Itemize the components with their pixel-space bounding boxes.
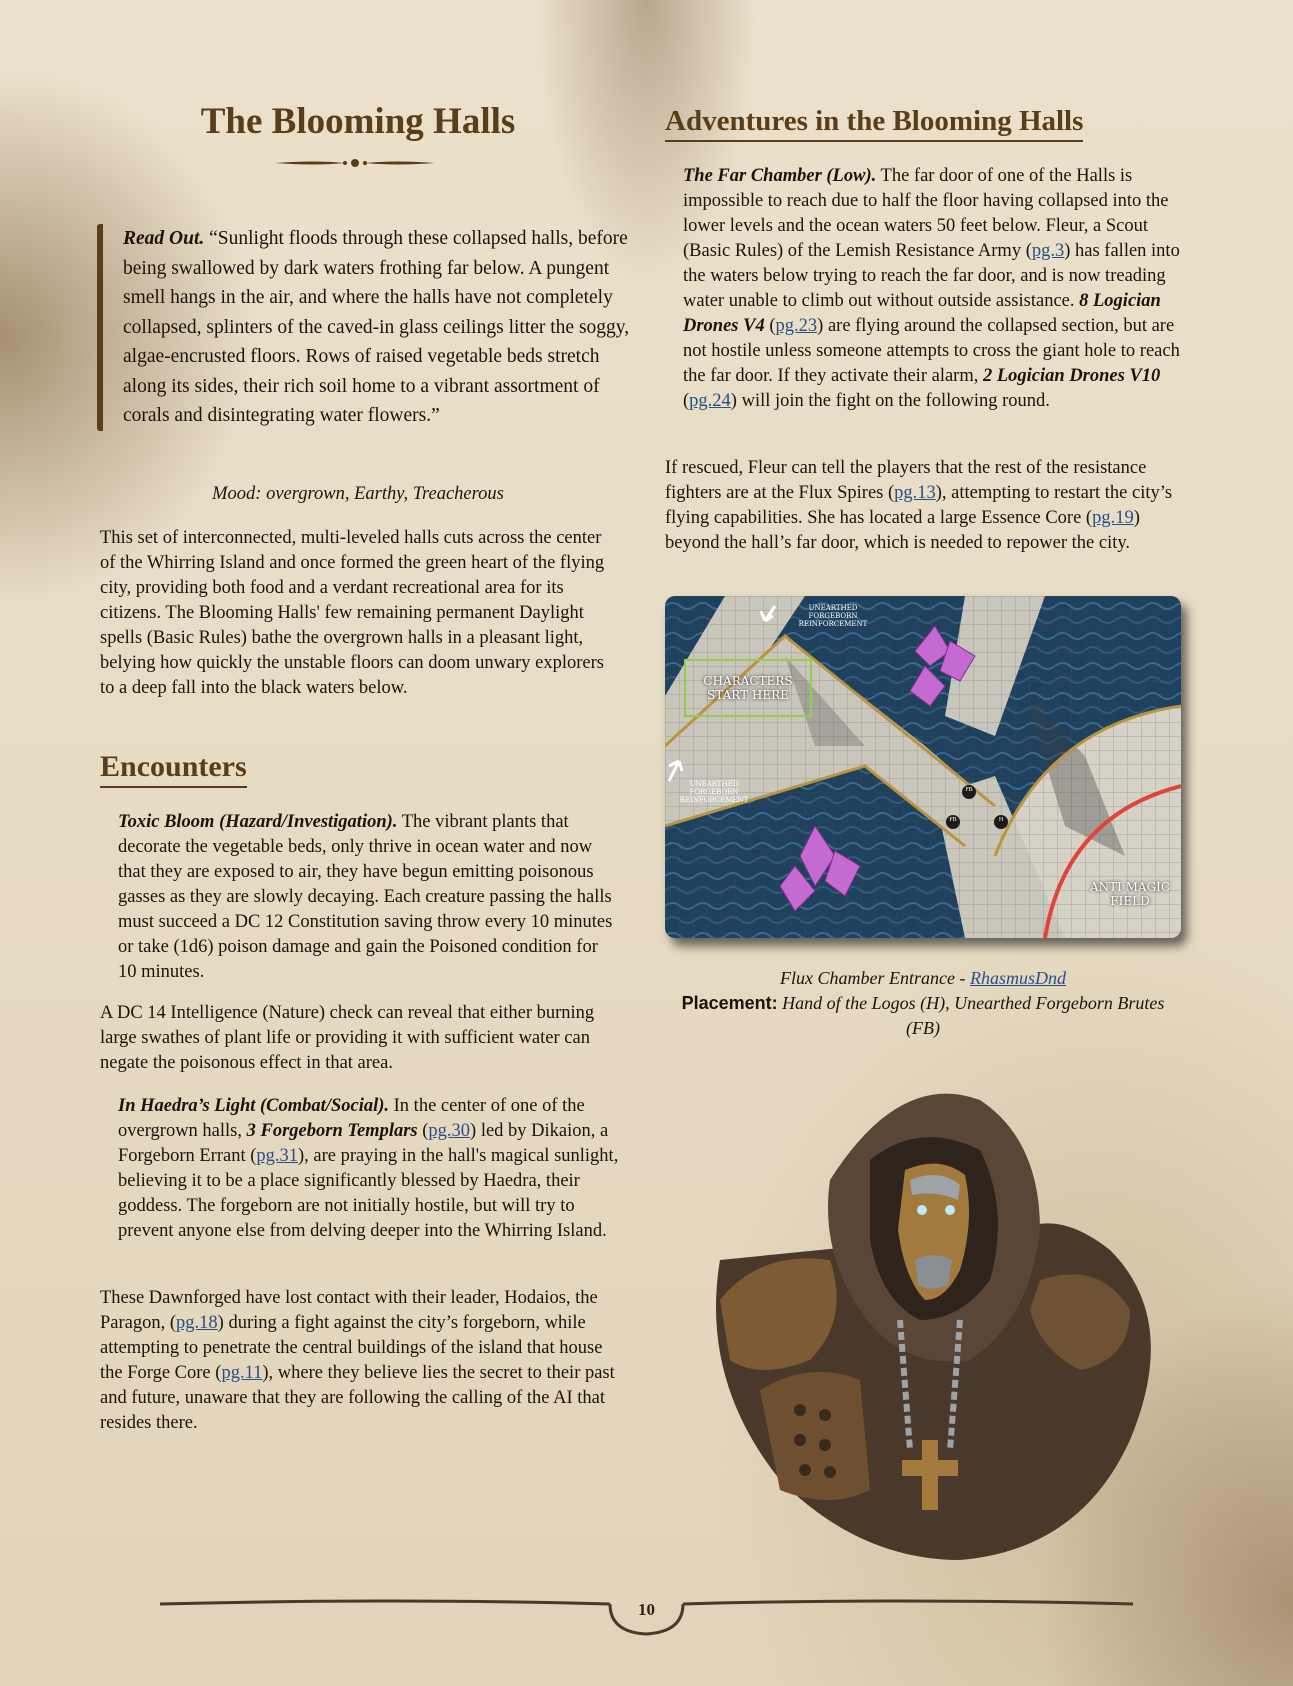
haedra-label: In Haedra’s Light (Combat/Social).: [118, 1096, 390, 1116]
adventures-heading: Adventures in the Blooming Halls: [665, 102, 1083, 142]
read-out-text: “Sunlight floods through these collapsed halls, before being swallowed by dark waters frothing far below. A pungent smell hangs in the air, and where the halls have not completely collapsed, splinters of the caved-in glass ceilings litter the soggy, algae-encrusted floors. Rows of raised vegetable beds stretch along its sides, their rich soil home to a vibrant assortment of corals and disintegrating water flowers.”: [123, 228, 630, 426]
drones-v10-name: 2 Logician Drones V10: [982, 366, 1161, 386]
page-number: 10: [638, 1600, 655, 1619]
far-text-5: (: [683, 391, 690, 411]
rescued-paragraph: [665, 456, 1181, 556]
dawn-text-3: ), where they believe lies the secret to their past and future, unaware that they are following the calling of the AI that resides there.: [100, 1363, 615, 1433]
map-label-anti-magic-field: ANTI MAGIC FIELD: [1089, 880, 1171, 908]
far-text-2: ) has fallen into the waters below trying to reach the far door, and is now treading water unable to climb out without outside assistance.: [683, 241, 1180, 311]
toxic-bloom-label: Toxic Bloom (Hazard/Investigation).: [118, 812, 398, 832]
haedra-text-2: (: [417, 1121, 429, 1141]
drones-v4-name: 8 Logician Drones V4: [683, 291, 1161, 336]
map-label-reinforcement-top: UNEARTHED FORGEBORN REINFORCEMENT: [798, 604, 868, 628]
rescued-text-2: ), attempting to restart the city’s flying capabilities. She has located a large Essence Core (: [665, 483, 1173, 528]
map-token-h: H: [998, 817, 1004, 823]
map-label-start: CHARACTERS START HERE: [703, 674, 793, 702]
link-pg23[interactable]: pg.23: [775, 316, 818, 336]
dc14-paragraph: A DC 14 Intelligence (Nature) check can reveal that either burning large swathes of plant life or providing it with sufficient water can negate the poisonous effect in that area.: [100, 1003, 595, 1073]
read-out-box: [97, 224, 631, 431]
battle-map: [665, 596, 1181, 938]
map-label-reinforcement-left: UNEARTHED FORGEBORN REINFORCEMENT: [679, 780, 749, 804]
templars-name: 3 Forgeborn Templars: [246, 1121, 418, 1141]
link-pg3[interactable]: pg.3: [1031, 241, 1065, 261]
far-text-3: (: [764, 316, 776, 336]
placement-text: Hand of the Logos (H), Unearthed Forgeborn Brutes (FB): [777, 993, 1165, 1038]
link-pg30[interactable]: pg.30: [428, 1121, 471, 1141]
rescued-text-1: If rescued, Fleur can tell the players that the rest of the resistance fighters are at the Flux Spires (: [665, 458, 1147, 503]
placement-label: Placement:: [681, 993, 778, 1013]
dawn-text-2: ) during a fight against the city’s forgeborn, while attempting to penetrate the central buildings of the island that house the Forge Core (: [100, 1313, 603, 1383]
caption-credit-link[interactable]: RhasmusDnd: [969, 968, 1066, 988]
haedra-text-1: In the center of one of the overgrown halls,: [118, 1096, 585, 1141]
link-pg19[interactable]: pg.19: [1092, 508, 1134, 528]
far-text-6: ) will join the fight on the following round.: [730, 391, 1050, 411]
forgeborn-illustration: [660, 1060, 1180, 1570]
toxic-bloom-text: The vibrant plants that decorate the vegetable beds, only thrive in ocean water and now that they are exposed to air, they have begun emitting poisonous gasses as they are slowly decaying. Each creature passing the halls must succeed a DC 12 Constitution saving throw every 10 minutes or take (1d6) poison damage and gain the Poisoned condition for 10 minutes.: [118, 812, 613, 982]
dawnforged-paragraph: [100, 1286, 616, 1436]
mood-line: Mood: overgrown, Earthy, Treacherous: [212, 484, 504, 504]
far-chamber-label: The Far Chamber (Low).: [683, 166, 877, 186]
haedra-text-4: ), are praying in the hall's magical sunlight, believing it to be a place significantly blessed by Haedra, their goddess. The forgeborn are not initially hostile, but will try to prevent anyone else from delving deeper into the Whirring Island.: [118, 1146, 619, 1241]
title-ornament: [275, 155, 435, 171]
map-caption: [665, 966, 1181, 1041]
far-chamber-paragraph: [665, 164, 1191, 414]
link-pg24[interactable]: pg.24: [689, 391, 731, 411]
map-token-fb-2: FB: [949, 817, 957, 823]
intro-paragraph: This set of interconnected, multi-leveled halls cuts across the center of the Whirring Island and once formed the green heart of the flying city, providing both food and a verdant recreational area for its citizens. The Blooming Halls' few remaining permanent Daylight spells (Basic Rules) bathe the overgrown halls in a pleasant light, belying how quickly the unstable floors can doom unwary explorers to a deep fall into the black waters below.: [100, 528, 605, 698]
toxic-bloom-paragraph: [100, 810, 616, 985]
link-pg18[interactable]: pg.18: [176, 1313, 218, 1333]
dawn-text-1: These Dawnforged have lost contact with their leader, Hodaios, the Paragon, (: [100, 1288, 598, 1333]
far-text-1: The far door of one of the Halls is impossible to reach due to half the floor having collapsed into the lower levels and the ocean waters 50 feet below. Fleur, a Scout (Basic Rules) of the Lemish Resistance Army (: [683, 166, 1169, 261]
page-title: The Blooming Halls: [200, 101, 516, 142]
read-out-label: Read Out.: [123, 228, 205, 249]
far-text-4: ) are flying around the collapsed section, but are not hostile unless someone attempts to cross the giant hole to reach the far door. If they activate their alarm,: [683, 316, 1180, 386]
haedra-paragraph: [100, 1094, 634, 1244]
encounters-heading: Encounters: [100, 748, 247, 788]
link-pg13[interactable]: pg.13: [894, 483, 936, 503]
link-pg31[interactable]: pg.31: [256, 1146, 298, 1166]
haedra-text-3: ) led by Dikaion, a Forgeborn Errant (: [118, 1121, 609, 1166]
link-pg11[interactable]: pg.11: [221, 1363, 263, 1383]
map-token-fb-1: FB: [965, 787, 973, 793]
rescued-text-3: ) beyond the hall’s far door, which is needed to repower the city.: [665, 508, 1140, 553]
caption-title: Flux Chamber Entrance -: [780, 968, 970, 988]
